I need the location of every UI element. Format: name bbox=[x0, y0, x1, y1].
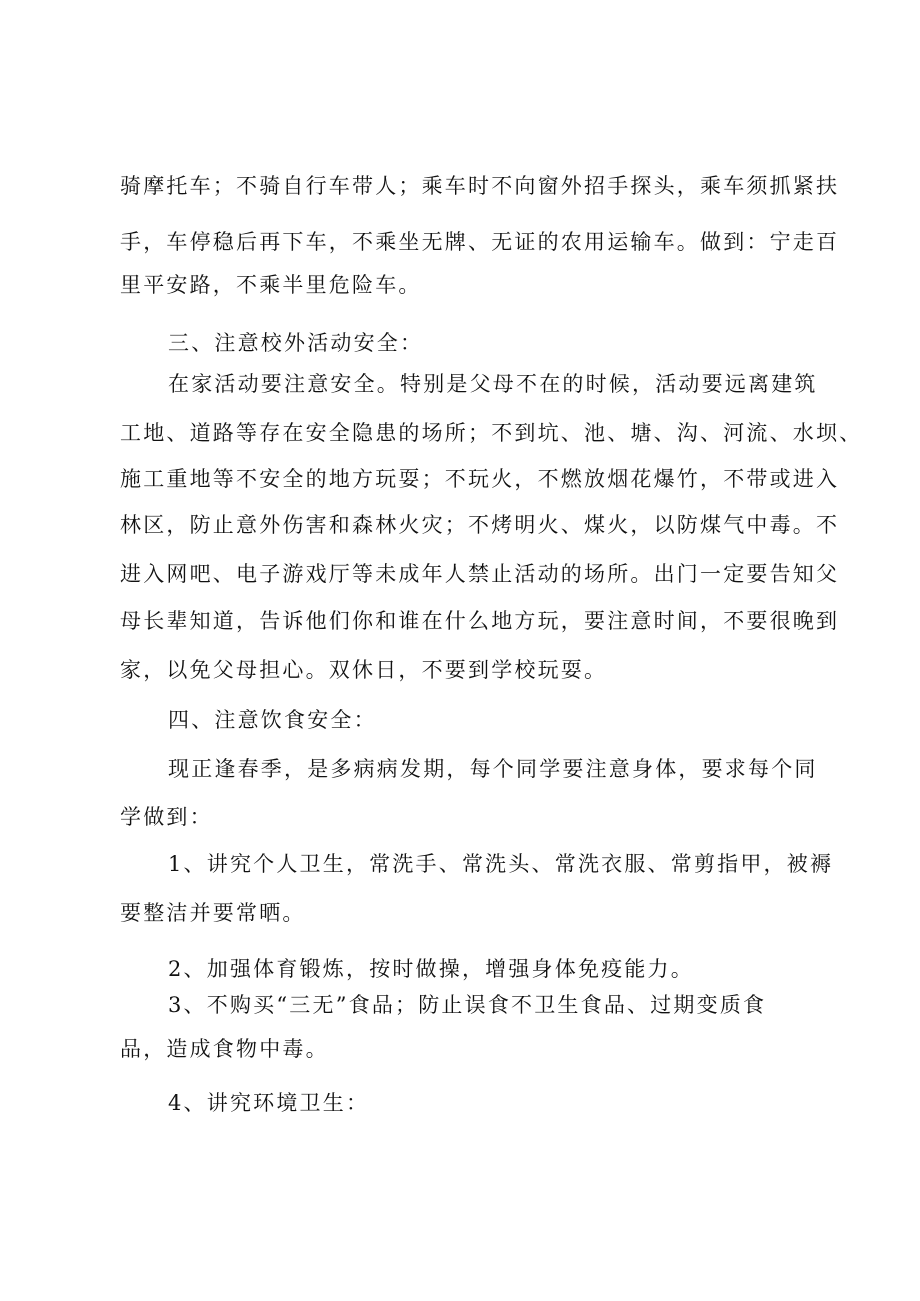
list-item-line: 4、讲究环境卫生： bbox=[168, 1091, 370, 1115]
body-text-line: 手，车停稳后再下车，不乘坐无牌、无证的农用运输车。做到：宁走百 bbox=[120, 230, 840, 254]
body-text-line: 林区，防止意外伤害和森林火灾；不烤明火、煤火，以防煤气中毒。不 bbox=[120, 513, 840, 537]
body-text-line: 家，以免父母担心。双休日，不要到学校玩耍。 bbox=[120, 658, 608, 682]
list-item-line: 要整洁并要常晒。 bbox=[120, 901, 306, 925]
body-text-line: 现正逢春季，是多病病发期，每个同学要注意身体，要求每个同 bbox=[168, 757, 818, 781]
body-text-line: 母长辈知道，告诉他们你和谁在什么地方玩，要注意时间，不要很晚到 bbox=[120, 609, 840, 633]
body-text-line: 施工重地等不安全的地方玩耍；不玩火，不燃放烟花爆竹，不带或进入 bbox=[120, 467, 840, 491]
section-heading: 四、注意饮食安全： bbox=[168, 708, 377, 732]
body-text-line: 工地、道路等存在安全隐患的场所；不到坑、池、塘、沟、河流、水坝、 bbox=[120, 421, 863, 445]
list-item-line: 2、加强体育锻炼，按时做操，增强身体免疫能力。 bbox=[168, 957, 694, 981]
body-text-line: 骑摩托车；不骑自行车带人；乘车时不向窗外招手探头，乘车须抓紧扶 bbox=[120, 174, 840, 198]
section-heading: 三、注意校外活动安全： bbox=[168, 331, 424, 355]
body-text-line: 进入网吧、电子游戏厅等未成年人禁止活动的场所。出门一定要告知父 bbox=[120, 562, 840, 586]
body-text-line: 里平安路，不乘半里危险车。 bbox=[120, 273, 422, 297]
list-item-line: 3、不购买“三无”食品；防止误食不卫生食品、过期变质食 bbox=[168, 993, 767, 1017]
body-text-line: 学做到： bbox=[120, 805, 213, 829]
list-item-line: 1、讲究个人卫生，常洗手、常洗头、常洗衣服、常剪指甲，被褥 bbox=[168, 852, 834, 876]
list-item-line: 品，造成食物中毒。 bbox=[120, 1037, 329, 1061]
body-text-line: 在家活动要注意安全。特别是父母不在的时候，活动要远离建筑 bbox=[168, 372, 818, 396]
